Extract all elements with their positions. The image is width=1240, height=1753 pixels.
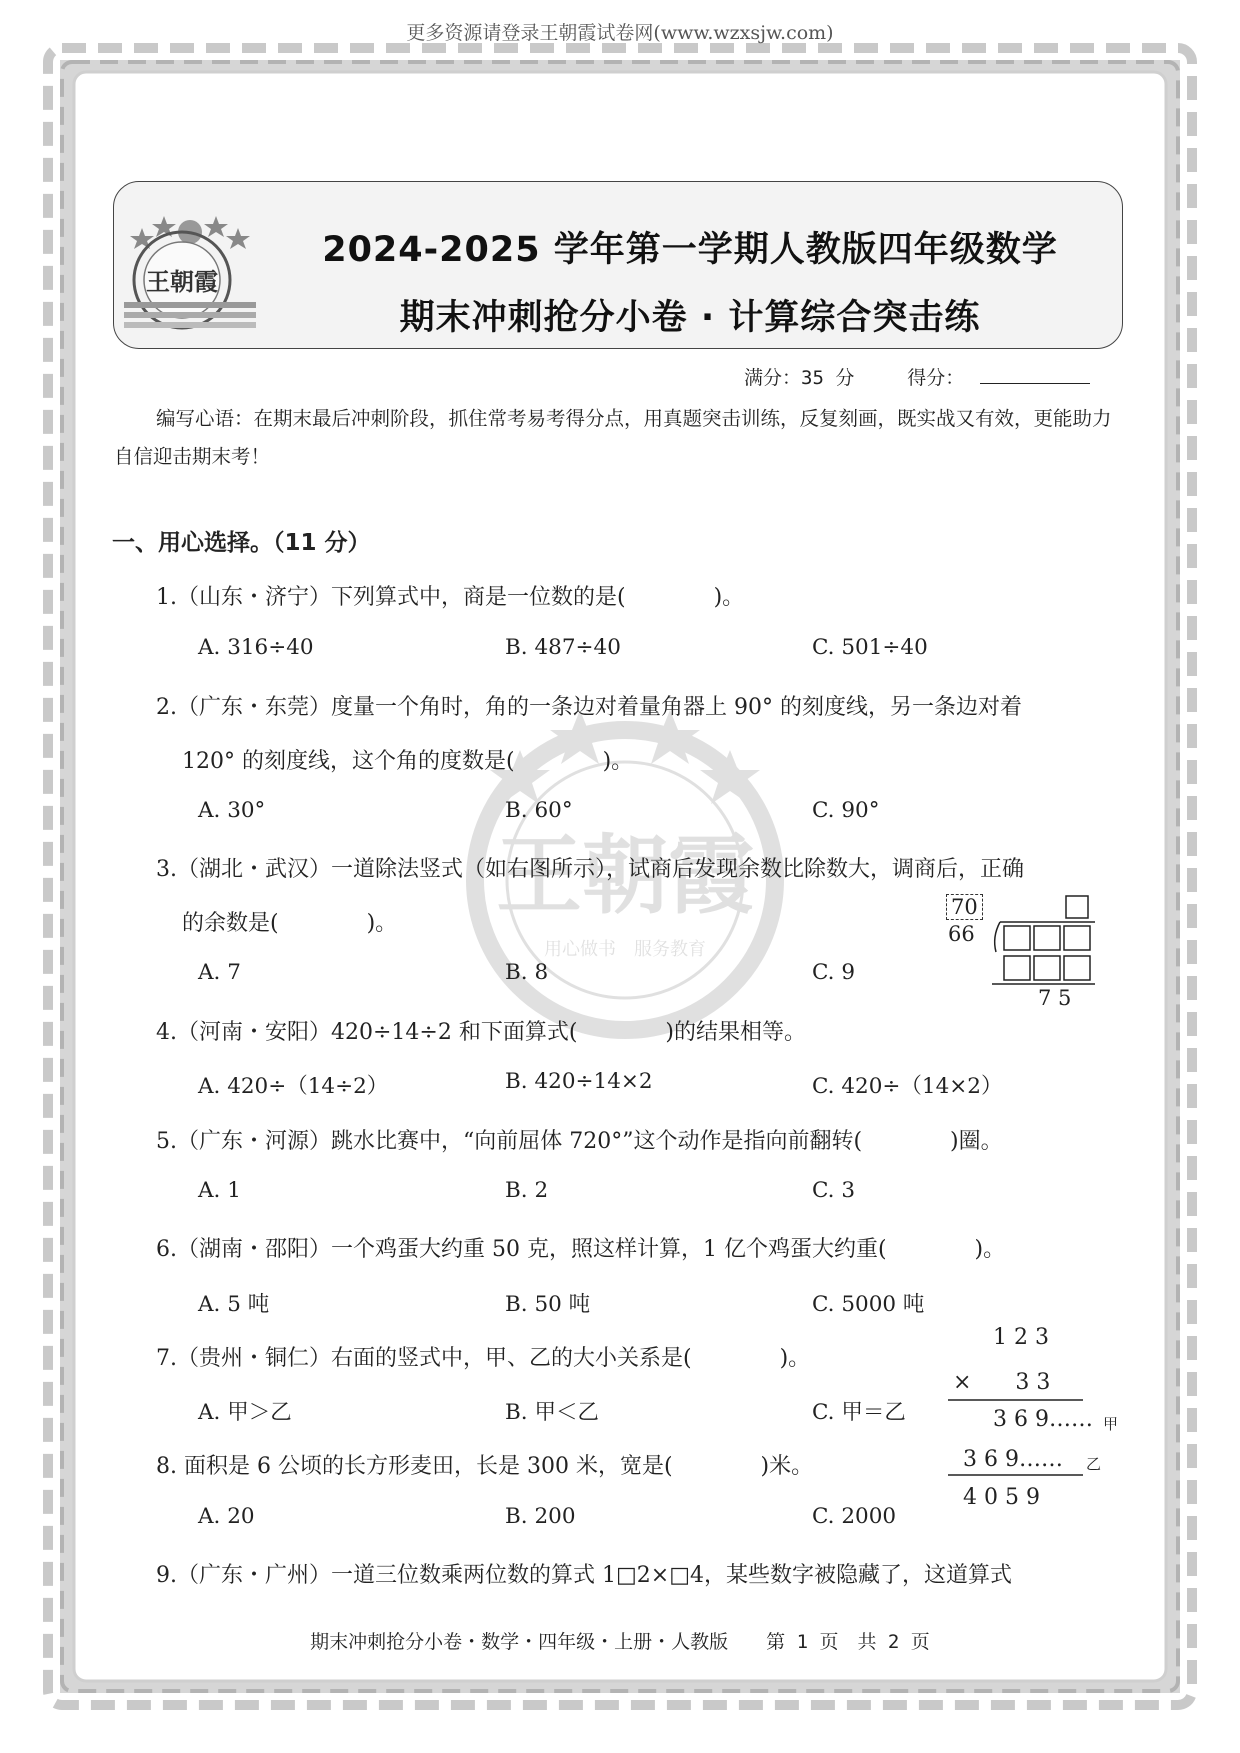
question-8: 8. 面积是 6 公顷的长方形麦田，长是 300 米，宽是( )米。 bbox=[156, 1454, 814, 1479]
q8-option-c: C. 2000 bbox=[812, 1504, 897, 1529]
q4-option-a: A. 420÷（14÷2） bbox=[198, 1074, 389, 1099]
division-remainder: 7 5 bbox=[1038, 986, 1072, 1010]
question-2-continued: 120° 的刻度线，这个角的度数是( )。 bbox=[182, 749, 634, 774]
label-jia: 甲 bbox=[1103, 1415, 1119, 1433]
q5-option-b: B. 2 bbox=[505, 1178, 549, 1203]
q1-option-a: A. 316÷40 bbox=[198, 635, 314, 660]
q4-option-b: B. 420÷14×2 bbox=[505, 1069, 653, 1094]
question-7: 7.（贵州・铜仁）右面的竖式中，甲、乙的大小关系是( )。 bbox=[156, 1346, 811, 1371]
divisor-value: 66 bbox=[948, 922, 975, 946]
multiplication-figure bbox=[948, 1325, 1128, 1515]
q1-option-b: B. 487÷40 bbox=[505, 635, 621, 660]
q2-option-c: C. 90° bbox=[812, 798, 880, 823]
q3-option-b: B. 8 bbox=[505, 960, 549, 985]
question-6: 6.（湖南・邵阳）一个鸡蛋大约重 50 克，照这样计算，1 亿个鸡蛋大约重( )。 bbox=[156, 1237, 1006, 1262]
section-1-title: 一、用心选择。（11 分） bbox=[112, 530, 371, 556]
question-2: 2.（广东・东莞）度量一个角时，角的一条边对着量角器上 90° 的刻度线，另一条边对着 bbox=[156, 695, 1022, 720]
q5-option-c: C. 3 bbox=[812, 1178, 856, 1203]
mult-line-1: 1 2 3 bbox=[993, 1325, 1049, 1350]
q3-option-c: C. 9 bbox=[812, 960, 856, 985]
mult-line-4: 3 6 9…… bbox=[963, 1447, 1063, 1472]
division-bracket bbox=[940, 892, 1100, 1012]
exam-title-line2: 期末冲刺抢分小卷 · 计算综合突击练 bbox=[399, 298, 981, 338]
q4-option-c: C. 420÷（14×2） bbox=[812, 1074, 1003, 1099]
q7-option-b: B. 甲＜乙 bbox=[505, 1400, 599, 1425]
label-yi: 乙 bbox=[1086, 1455, 1102, 1473]
long-division-figure bbox=[940, 892, 1100, 1012]
question-3-continued: 的余数是( )。 bbox=[182, 911, 398, 936]
score-blank bbox=[980, 367, 1090, 384]
q6-option-b: B. 50 吨 bbox=[505, 1292, 591, 1317]
question-9: 9.（广东・广州）一道三位数乘两位数的算式 1□2×□4，某些数字被隐藏了，这道算式 bbox=[156, 1563, 1012, 1588]
mult-result: 4 0 5 9 bbox=[963, 1485, 1040, 1510]
publisher-logo bbox=[120, 210, 260, 340]
mult-line-2: × 3 3 bbox=[953, 1370, 1051, 1395]
q6-option-a: A. 5 吨 bbox=[198, 1292, 270, 1317]
q8-option-a: A. 20 bbox=[198, 1504, 255, 1529]
top-resource-note: 更多资源请登录王朝霞试卷网(www.wzxsjw.com) bbox=[406, 22, 834, 44]
question-4: 4.（河南・安阳）420÷14÷2 和下面算式( )的结果相等。 bbox=[156, 1020, 807, 1045]
page-footer: 期末冲刺抢分小卷・数学・四年级・上册・人教版 第 1 页 共 2 页 bbox=[310, 1631, 930, 1653]
q2-option-a: A. 30° bbox=[198, 798, 266, 823]
author-intro: 编写心语：在期末最后冲刺阶段，抓住常考易考得分点，用真题突击训练，反复刻画，既实战又有效，更能助力自信迎击期末考！ bbox=[114, 407, 1112, 468]
divisor-box: 70 bbox=[946, 894, 983, 920]
svg-text:王朝霞: 王朝霞 bbox=[146, 267, 218, 296]
full-score-label: 满分：35 分 bbox=[744, 367, 855, 389]
mult-line-3: 3 6 9…… bbox=[993, 1407, 1093, 1432]
q1-option-c: C. 501÷40 bbox=[812, 635, 928, 660]
exam-title-line1: 2024-2025 学年第一学期人教版四年级数学 bbox=[322, 230, 1058, 270]
q5-option-a: A. 1 bbox=[198, 1178, 241, 1203]
q3-option-a: A. 7 bbox=[198, 960, 241, 985]
question-1: 1.（山东・济宁）下列算式中，商是一位数的是( )。 bbox=[156, 585, 745, 610]
q6-option-c: C. 5000 吨 bbox=[812, 1292, 925, 1317]
question-5: 5.（广东・河源）跳水比赛中，“向前屈体 720°”这个动作是指向前翻转( )圈。 bbox=[156, 1129, 1003, 1154]
score-label: 得分： bbox=[907, 367, 965, 389]
q7-option-a: A. 甲＞乙 bbox=[198, 1400, 292, 1425]
q8-option-b: B. 200 bbox=[505, 1504, 576, 1529]
q7-option-c: C. 甲＝乙 bbox=[812, 1400, 906, 1425]
score-line bbox=[744, 363, 1090, 390]
q2-option-b: B. 60° bbox=[505, 798, 573, 823]
question-3: 3.（湖北・武汉）一道除法竖式（如右图所示），试商后发现余数比除数大，调商后，正确 bbox=[156, 857, 1024, 882]
